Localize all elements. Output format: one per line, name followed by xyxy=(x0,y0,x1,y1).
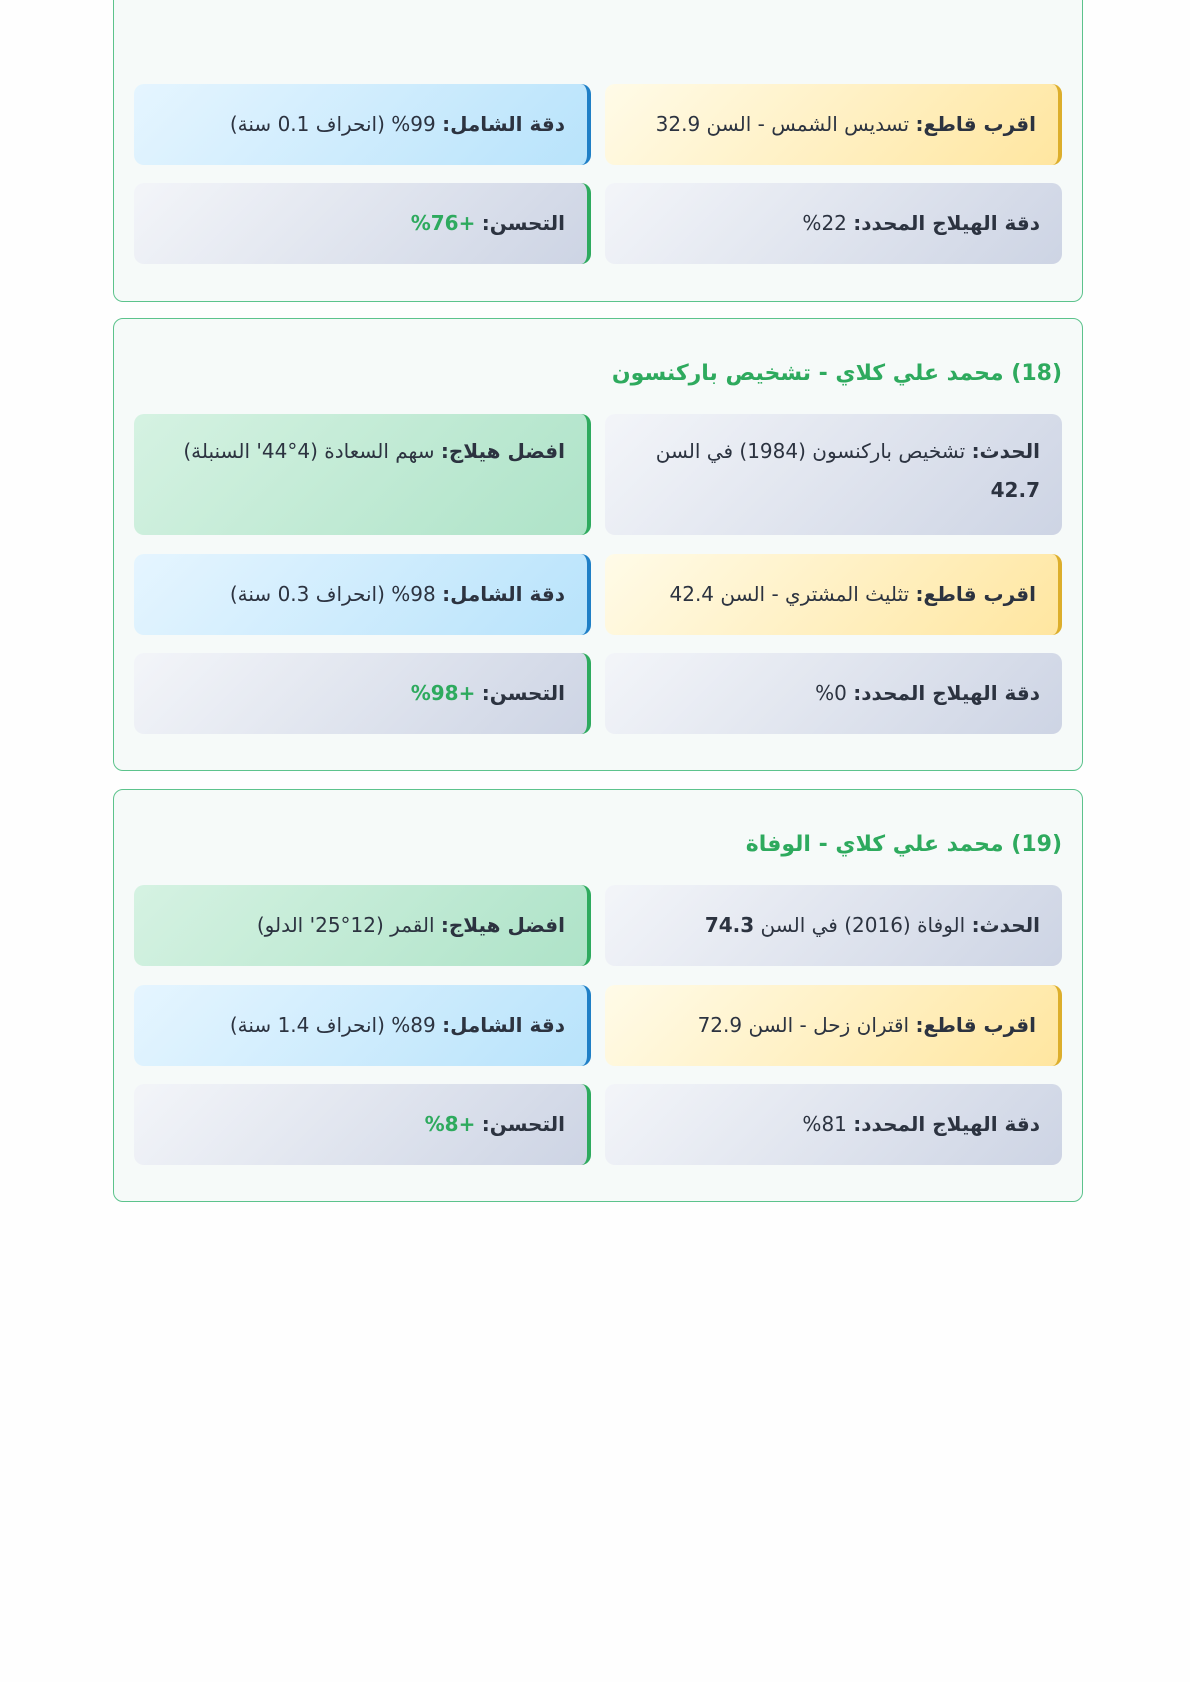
hilaj-accuracy-value: 22% xyxy=(802,211,847,235)
event-age: 74.3 xyxy=(704,913,755,937)
best-hilaj-cell xyxy=(134,885,591,966)
closest-cutter-label: اقرب قاطع: xyxy=(915,582,1036,606)
improvement-label: التحسن: xyxy=(481,1112,565,1136)
closest-cutter-value: تثليث المشتري - السن 42.4 xyxy=(669,582,910,606)
shamil-accuracy-cell xyxy=(134,985,591,1066)
best-hilaj-value: القمر (12°25' الدلو) xyxy=(256,913,435,937)
closest-cutter-cell xyxy=(605,84,1062,165)
best-hilaj-cell xyxy=(134,414,591,535)
shamil-accuracy-cell xyxy=(134,554,591,635)
hilaj-accuracy-label: دقة الهيلاج المحدد: xyxy=(853,681,1040,705)
improvement-label: التحسن: xyxy=(481,211,565,235)
hilaj-accuracy-value: 0% xyxy=(815,681,847,705)
result-card-18 xyxy=(113,318,1083,771)
hilaj-accuracy-cell xyxy=(605,653,1062,734)
shamil-accuracy-label: دقة الشامل: xyxy=(442,1013,565,1037)
hilaj-accuracy-value: 81% xyxy=(802,1112,847,1136)
improvement-cell xyxy=(134,183,591,264)
hilaj-accuracy-cell xyxy=(605,1084,1062,1165)
closest-cutter-cell xyxy=(605,554,1062,635)
best-hilaj-value: سهم السعادة (4°44' السنبلة) xyxy=(183,439,435,463)
improvement-value: +76% xyxy=(410,211,476,235)
closest-cutter-label: اقرب قاطع: xyxy=(915,112,1036,136)
closest-cutter-label: اقرب قاطع: xyxy=(915,1013,1036,1037)
closest-cutter-value: اقتران زحل - السن 72.9 xyxy=(697,1013,910,1037)
hilaj-accuracy-label: دقة الهيلاج المحدد: xyxy=(853,211,1040,235)
result-card-19 xyxy=(113,789,1083,1202)
event-cell xyxy=(605,414,1062,535)
result-card-continued xyxy=(113,0,1083,302)
best-hilaj-label: افضل هيلاج: xyxy=(440,439,565,463)
improvement-value: +98% xyxy=(410,681,476,705)
improvement-cell xyxy=(134,1084,591,1165)
hilaj-accuracy-label: دقة الهيلاج المحدد: xyxy=(853,1112,1040,1136)
shamil-accuracy-cell xyxy=(134,84,591,165)
shamil-accuracy-value: 89% (انحراف 1.4 سنة) xyxy=(229,1013,436,1037)
closest-cutter-cell xyxy=(605,985,1062,1066)
best-hilaj-label: افضل هيلاج: xyxy=(440,913,565,937)
shamil-accuracy-label: دقة الشامل: xyxy=(442,112,565,136)
event-label: الحدث: xyxy=(971,913,1040,937)
closest-cutter-value: تسديس الشمس - السن 32.9 xyxy=(655,112,910,136)
event-age: 42.7 xyxy=(990,478,1040,502)
event-text: الوفاة (2016) في السن xyxy=(760,913,966,937)
shamil-accuracy-value: 98% (انحراف 0.3 سنة) xyxy=(229,582,436,606)
event-text: تشخيص باركنسون (1984) في السن xyxy=(655,439,966,463)
event-cell xyxy=(605,885,1062,966)
shamil-accuracy-label: دقة الشامل: xyxy=(442,582,565,606)
card-title: (19) محمد علي كلاي - الوفاة xyxy=(745,832,1062,857)
improvement-value: +8% xyxy=(424,1112,476,1136)
card-title: (18) محمد علي كلاي - تشخيص باركنسون xyxy=(611,361,1062,386)
shamil-accuracy-value: 99% (انحراف 0.1 سنة) xyxy=(229,112,436,136)
improvement-cell xyxy=(134,653,591,734)
event-label: الحدث: xyxy=(971,439,1040,463)
hilaj-accuracy-cell xyxy=(605,183,1062,264)
improvement-label: التحسن: xyxy=(481,681,565,705)
